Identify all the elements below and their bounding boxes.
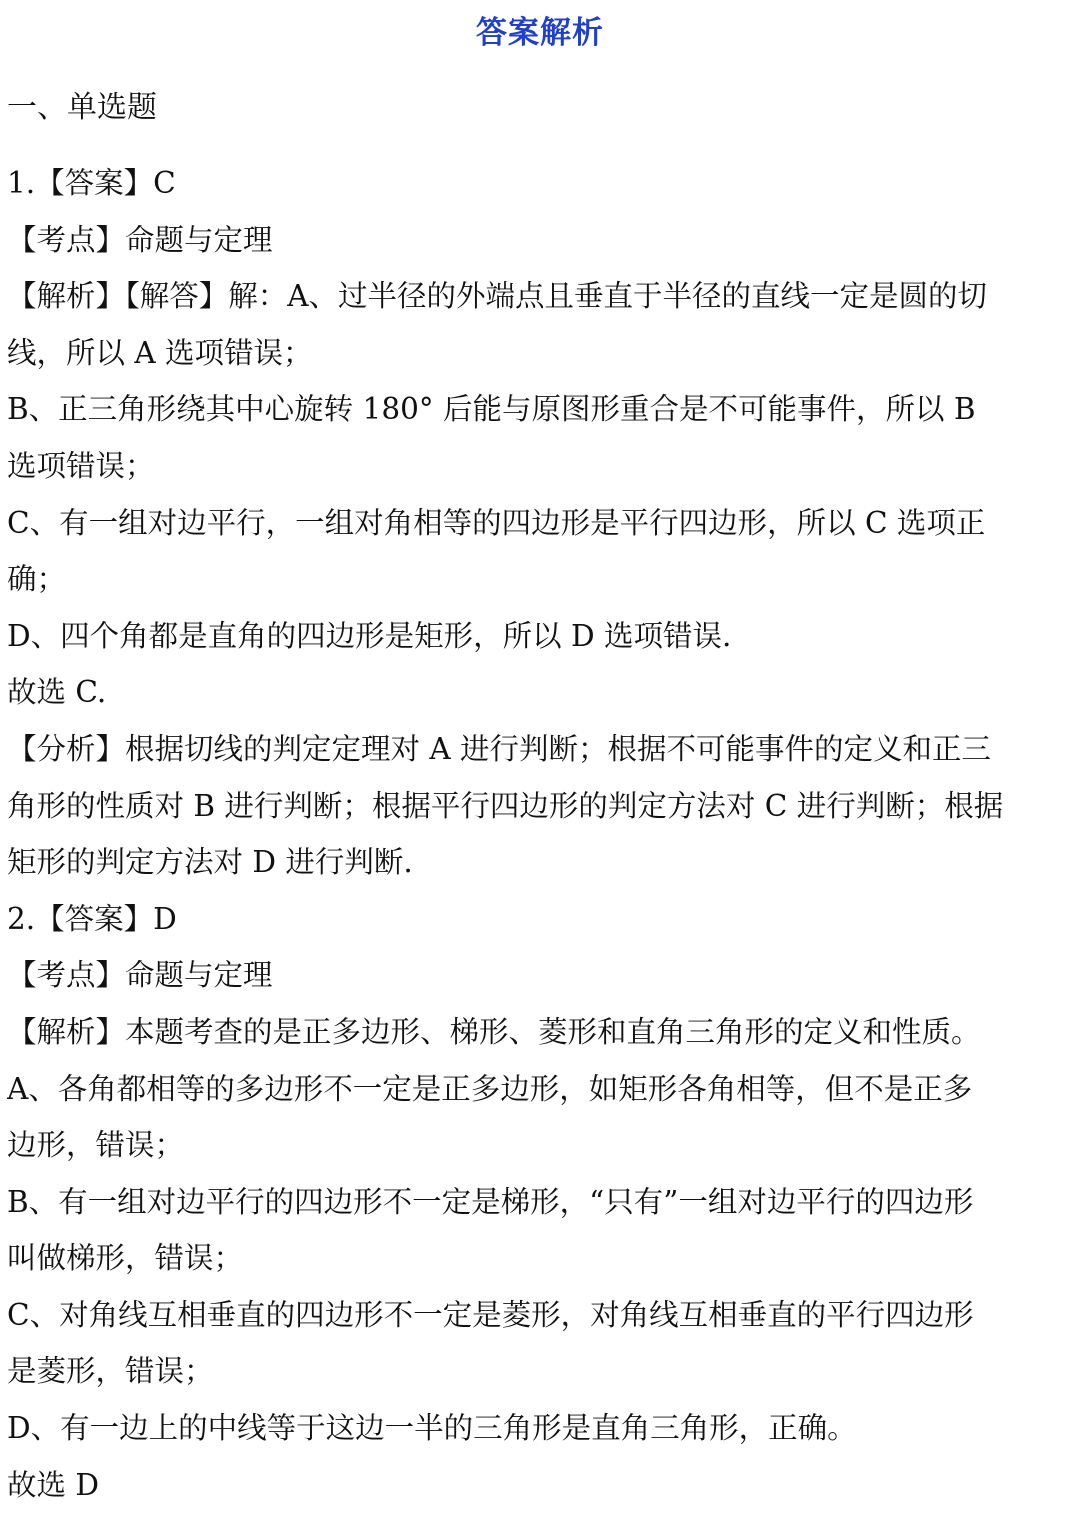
text-line: 2.【答案】D — [7, 901, 177, 936]
text-line: 1.【答案】C — [7, 166, 176, 200]
text-line: 【解析】【解答】解：A、过半径的外端点且垂直于半径的直线一定是圆的切 — [7, 279, 988, 314]
text-line: D、四个角都是直角的四边形是矩形，所以 D 选项错误. — [7, 618, 732, 653]
text-line: C、有一组对边平行，一组对角相等的四边形是平行四边形，所以 C 选项正 — [7, 505, 986, 540]
text-line: 叫做梯形，错误； — [7, 1241, 244, 1276]
text-line: 选项错误； — [7, 448, 155, 483]
answer-body — [7, 155, 1075, 1513]
text-line: A、各角都相等的多边形不一定是正多边形，如矩形各角相等，但不是正多 — [7, 1071, 973, 1106]
text-line: 故选 C. — [7, 675, 107, 710]
text-line: 矩形的判定方法对 D 进行判断. — [7, 845, 413, 880]
text-line: C、对角线互相垂直的四边形不一定是菱形，对角线互相垂直的平行四边形 — [7, 1297, 974, 1332]
text-line: 【考点】命题与定理 — [7, 958, 273, 993]
section-heading: 一、单选题 — [7, 90, 157, 125]
text-line: 确； — [7, 562, 67, 597]
text-line: 边形，错误； — [7, 1128, 185, 1163]
text-line: 【考点】命题与定理 — [7, 222, 273, 257]
text-line: 是菱形，错误； — [7, 1354, 214, 1389]
text-line: 故选 D — [7, 1467, 100, 1502]
text-line: B、有一组对边平行的四边形不一定是梯形，“只有”一组对边平行的四边形 — [7, 1184, 974, 1219]
text-line: 【解析】本题考查的是正多边形、梯形、菱形和直角三角形的定义和性质。 — [7, 1014, 981, 1049]
text-line: 【分析】根据切线的判定定理对 A 进行判断；根据不可能事件的定义和正三 — [7, 731, 992, 766]
text-line: B、正三角形绕其中心旋转 180° 后能与原图形重合是不可能事件，所以 B — [7, 392, 976, 427]
text-line: 角形的性质对 B 进行判断；根据平行四边形的判定方法对 C 进行判断；根据 — [7, 788, 1004, 823]
text-line: 线，所以 A 选项错误； — [7, 335, 313, 370]
page-title: 答案解析 — [476, 15, 604, 51]
text-line: D、有一边上的中线等于这边一半的三角形是直角三角形，正确。 — [7, 1411, 857, 1446]
